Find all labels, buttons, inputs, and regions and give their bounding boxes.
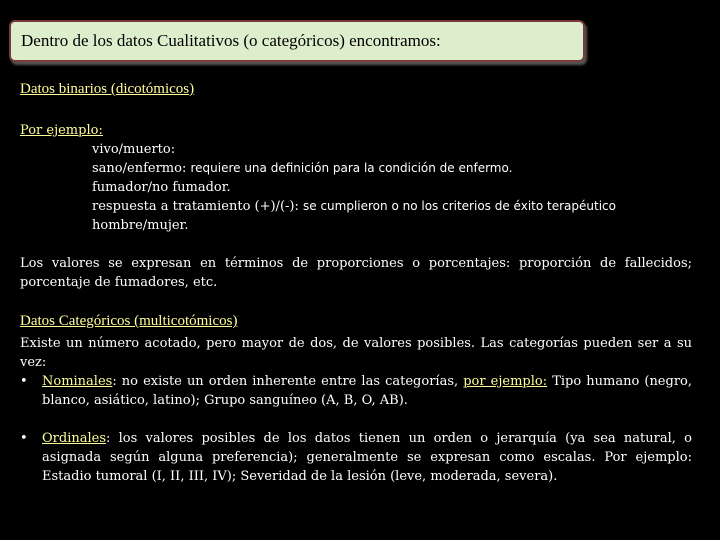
nominales-example-label: por ejemplo: bbox=[463, 374, 548, 389]
nominales-term: Nominales bbox=[42, 374, 113, 389]
binary-item-5 bbox=[92, 216, 188, 235]
bullet-icon: • bbox=[20, 374, 28, 389]
binary-item-3 bbox=[92, 178, 231, 197]
bullet-nominales bbox=[20, 372, 692, 410]
binary-term: hombre/mujer. bbox=[92, 218, 189, 233]
ordinales-text: : los valores posibles de los datos tienen un orden o jerarquía (ya sea natural, o asignada según alguna preferencia); generalmente se expresan como escalas. Por ejemplo: Estadio tumoral (I, II, III, IV); Severidad de la lesión (leve, moderada, severa). bbox=[42, 431, 692, 484]
binary-item-1 bbox=[92, 140, 175, 159]
binary-term: sano/enfermo: bbox=[92, 161, 187, 176]
binarios-paragraph: Los valores se expresan en términos de proporciones o porcentajes: proporción de fallecidos; porcentaje de fumadores, etc. bbox=[20, 256, 692, 290]
binary-desc: requiere una definición para la condición de enfermo. bbox=[190, 161, 513, 175]
title-box bbox=[9, 20, 585, 62]
binary-term: fumador/no fumador. bbox=[92, 180, 231, 195]
binary-item-2 bbox=[92, 159, 512, 178]
bullet-ordinales bbox=[20, 429, 692, 486]
nominales-text-b: Tipo humano (negro, blanco, asiático, latino); Grupo sanguíneo (A, B, O, AB). bbox=[42, 374, 692, 408]
categoricos-intro: Existe un número acotado, pero mayor de dos, de valores posibles. Las categorías pueden ser a su vez: bbox=[20, 336, 692, 370]
binary-term: vivo/muerto: bbox=[92, 142, 176, 157]
binary-item-4 bbox=[92, 197, 616, 216]
binary-desc: se cumplieron o no los criterios de éxito terapéutico bbox=[303, 199, 616, 213]
slide-title: Dentro de los datos Cualitativos (o categóricos) encontramos: bbox=[21, 31, 441, 50]
bullet-icon: • bbox=[20, 431, 28, 446]
categoricos-heading: Datos Categóricos (multicotómicos) bbox=[20, 313, 238, 329]
ordinales-term: Ordinales bbox=[42, 431, 106, 446]
nominales-text-a: : no existe un orden inherente entre las categorías, bbox=[112, 374, 459, 389]
binary-term: respuesta a tratamiento (+)/(-): bbox=[92, 199, 299, 214]
binarios-example-label: Por ejemplo: bbox=[20, 123, 103, 138]
binarios-heading: Datos binarios (dicotómicos) bbox=[20, 81, 195, 97]
